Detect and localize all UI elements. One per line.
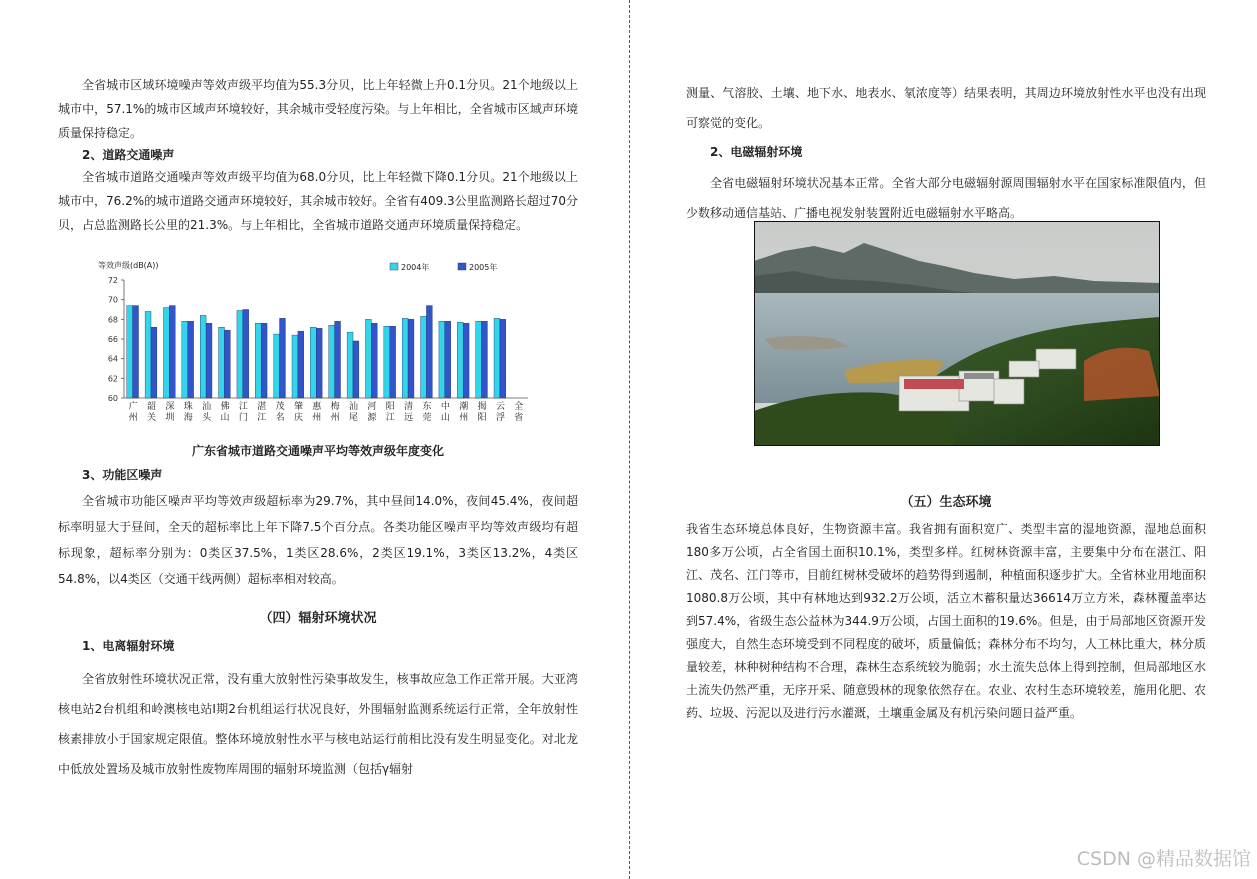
- heading-electromagnetic-radiation: 2、电磁辐射环境: [710, 145, 803, 159]
- chart-bar: [292, 335, 298, 398]
- chart-bar: [200, 315, 206, 398]
- section-title-radiation: （四）辐射环境状况: [259, 611, 377, 626]
- chart-bar: [316, 328, 322, 398]
- chart-x-tick-label: 莞: [422, 413, 432, 423]
- chart-bar: [390, 326, 396, 398]
- chart-x-tick-label: 深: [165, 402, 175, 412]
- chart-bar: [169, 306, 175, 398]
- chart-bar: [408, 319, 414, 398]
- chart-x-tick-label: 圳: [165, 413, 175, 423]
- chart-y-tick-label: 66: [107, 335, 118, 344]
- chart-x-tick-label: 阳: [385, 402, 395, 412]
- chart-x-tick-label: 汕: [349, 402, 359, 412]
- section-title-ecology: （五）生态环境: [900, 495, 992, 510]
- chart-bar: [163, 308, 169, 398]
- chart-x-tick-label: 山: [220, 413, 230, 423]
- chart-legend-swatch: [390, 263, 398, 270]
- chart-y-tick-label: 62: [107, 374, 118, 384]
- chart-x-tick-label: 关: [147, 413, 157, 423]
- chart-bar: [329, 325, 335, 398]
- chart-x-tick-label: 州: [330, 413, 340, 423]
- chart-x-tick-label: 省: [514, 413, 524, 423]
- chart-x-tick-label: 头: [202, 413, 212, 423]
- chart-x-tick-label: 名: [275, 413, 285, 423]
- chart-bar: [274, 334, 280, 398]
- chart-bar: [402, 318, 408, 398]
- chart-bar: [371, 323, 377, 398]
- chart-y-tick-label: 64: [107, 354, 118, 364]
- coastal-nuclear-plant-photo: [754, 221, 1160, 446]
- chart-x-tick-label: 清: [404, 402, 414, 412]
- chart-bar: [426, 306, 432, 398]
- chart-x-tick-label: 肇: [293, 402, 303, 412]
- chart-bar: [145, 311, 151, 398]
- chart-x-tick-label: 远: [404, 413, 414, 423]
- chart-bar: [439, 321, 445, 398]
- chart-x-tick-label: 浮: [495, 413, 505, 423]
- chart-x-tick-label: 阳: [477, 413, 487, 423]
- chart-bar: [476, 321, 482, 398]
- chart-x-tick-label: 全: [514, 402, 524, 412]
- chart-legend-label: 2005年: [469, 263, 498, 272]
- chart-bar: [494, 318, 500, 398]
- chart-y-tick-label: 68: [107, 315, 118, 325]
- chart-x-tick-label: 尾: [349, 413, 359, 423]
- chart-bar: [335, 321, 341, 398]
- road-noise-chart: [88, 258, 548, 428]
- chart-bar: [500, 319, 506, 398]
- chart-x-tick-label: 江: [238, 402, 248, 412]
- chart-x-tick-label: 东: [422, 402, 432, 412]
- heading-road-noise: 2、道路交通噪声: [82, 148, 175, 162]
- chart-bar: [347, 332, 353, 398]
- chart-bar: [384, 326, 390, 398]
- paragraph-function-zone-noise: 全省城市功能区噪声平均等效声级超标率为29.7%，其中昼间14.0%，夜间45.4%，夜间超标率明显大于昼间，全天的超标率比上年下降7.5个百分点。各类功能区噪声平均等效声级均有超标现象，超标率分别为：0类区37.5%，1类区28.6%，2类区19.1%，3类区13.2%，4类区54.8%，以4类区（交通干线两侧）超标率相对较高。: [58, 494, 578, 586]
- chart-x-tick-label: 云: [495, 402, 505, 412]
- chart-bar: [353, 341, 359, 398]
- chart-x-tick-label: 茂: [275, 402, 285, 412]
- paragraph-ecology: 我省生态环境总体良好，生物资源丰富。我省拥有面积宽广、类型丰富的湿地资源，湿地总面积180多万公顷，占全省国土面积10.1%，类型多样。红树林资源丰富，主要集中分布在湛江、阳江、茂名、江门等市，目前红树林受破坏的趋势得到遏制，种植面积逐步扩大。全省林业用地面积1080.8万公顷，其中有林地达到932.2万公顷，活立木蓄积量达36614万立方米，森林覆盖率达到57.4%，省级生态公益林为344.9万公顷，占国土面积的19.6%。但是，由于局部地区资源开发强度大，自然生态环境受到不同程度的破坏，质量偏低；森林分布不均匀，人工林比重大，林分质量较差，林种树种结构不合理，森林生态系统较为脆弱；水土流失总体上得到控制，但局部地区水土流失仍然严重，无序开采、随意毁林的现象依然存在。农业、农村生态环境较差，施用化肥、农药、垃圾、污泥以及进行污水灌溉，土壤重金属及有机污染问题日益严重。: [686, 522, 1206, 720]
- chart-bar: [219, 327, 225, 398]
- chart-x-tick-label: 湛: [257, 402, 267, 412]
- chart-x-tick-label: 河: [367, 402, 377, 412]
- chart-bar: [310, 327, 316, 398]
- chart-x-tick-label: 广: [128, 402, 138, 412]
- heading-ionizing-radiation: 1、电离辐射环境: [82, 639, 175, 653]
- chart-x-tick-label: 佛: [220, 402, 230, 412]
- chart-x-tick-label: 潮: [459, 402, 469, 412]
- paragraph-electromagnetic-radiation: 全省电磁辐射环境状况基本正常。全省大部分电磁辐射源周围辐射水平在国家标准限值内，但少数移动通信基站、广播电视发射装置附近电磁辐射水平略高。: [686, 176, 1206, 220]
- chart-bar: [255, 323, 261, 398]
- chart-x-tick-label: 江: [385, 413, 395, 423]
- chart-x-tick-label: 珠: [183, 402, 193, 412]
- chart-bar: [457, 322, 463, 398]
- chart-bar: [261, 323, 267, 398]
- chart-bar: [151, 327, 157, 398]
- paragraph-radiation-continued: 测量、气溶胶、土壤、地下水、地表水、氡浓度等）结果表明，其周边环境放射性水平也没有出现可察觉的变化。: [686, 86, 1206, 130]
- paragraph-road-noise: 全省城市道路交通噪声等效声级平均值为68.0分贝，比上年轻微下降0.1分贝。21个地级以上城市中，76.2%的城市道路交通声环境较好，其余城市较好。全省有409.3公里监测路长超过70分贝，占总监测路长公里的21.3%。与上年相比，全省城市道路交通声环境质量保持稳定。: [58, 170, 578, 232]
- chart-x-labels: [129, 400, 524, 423]
- chart-x-tick-label: 山: [440, 413, 450, 423]
- chart-bar: [127, 306, 133, 398]
- chart-legend: [390, 262, 497, 272]
- chart-x-tick-label: 庆: [293, 413, 303, 423]
- chart-y-tick-label: 70: [107, 295, 118, 305]
- chart-bar: [243, 310, 249, 399]
- chart-bar: [280, 318, 286, 398]
- chart-bar: [365, 319, 371, 398]
- chart-x-tick-label: 揭: [477, 402, 487, 412]
- chart-bar: [206, 323, 212, 398]
- chart-caption: 广东省城市道路交通噪声平均等效声级年度变化: [191, 444, 444, 458]
- chart-x-tick-label: 州: [459, 413, 469, 423]
- chart-x-tick-label: 源: [367, 413, 377, 423]
- chart-x-tick-label: 海: [183, 413, 193, 423]
- chart-x-tick-label: 州: [128, 413, 138, 423]
- chart-bar: [188, 321, 194, 398]
- chart-x-tick-label: 惠: [312, 402, 322, 412]
- chart-bar: [237, 310, 243, 398]
- paragraph-ionizing-radiation: 全省放射性环境状况正常，没有重大放射性污染事故发生，核事故应急工作正常开展。大亚湾核电站2台机组和岭澳核电站Ⅰ期2台机组运行状况良好，外围辐射监测系统运行正常，全年放射性核素排放小于国家规定限值。整体环境放射性水平与核电站运行前相比没有发生明显变化。对北龙中低放处置场及城市放射性废物库周围的辐射环境监测（包括γ辐射: [58, 672, 578, 776]
- chart-bar: [224, 330, 230, 398]
- chart-x-tick-label: 汕: [202, 402, 212, 412]
- chart-x-tick-label: 江: [257, 413, 267, 423]
- chart-x-tick-label: 韶: [147, 402, 157, 412]
- chart-x-tick-label: 中: [440, 402, 450, 412]
- chart-y-tick-label: 72: [107, 276, 118, 285]
- chart-bar: [182, 321, 188, 398]
- page-divider: [629, 0, 630, 879]
- chart-x-tick-label: 州: [312, 413, 322, 423]
- chart-x-tick-label: 门: [238, 413, 248, 423]
- chart-bar: [445, 321, 451, 398]
- chart-bar: [482, 321, 488, 398]
- heading-function-zone-noise: 3、功能区噪声: [82, 468, 163, 482]
- chart-legend-label: 2004年: [401, 263, 430, 272]
- chart-x-tick-label: 梅: [330, 402, 340, 412]
- chart-bar: [298, 331, 304, 398]
- chart-bar: [421, 316, 427, 398]
- chart-bars: [127, 306, 506, 398]
- watermark: CSDN @精品数据馆: [1076, 848, 1251, 870]
- chart-bar: [463, 323, 469, 398]
- chart-y-label: 等效声级(dB(A)): [98, 261, 159, 270]
- paragraph-urban-noise: 全省城市区域环境噪声等效声级平均值为55.3分贝，比上年轻微上升0.1分贝。21个地级以上城市中，57.1%的城市区域声环境较好，其余城市受轻度污染。与上年相比，全省城市区域声环境质量保持稳定。: [58, 78, 578, 140]
- chart-bar: [133, 306, 139, 398]
- chart-legend-swatch: [458, 263, 466, 270]
- chart-y-tick-label: 60: [107, 394, 118, 403]
